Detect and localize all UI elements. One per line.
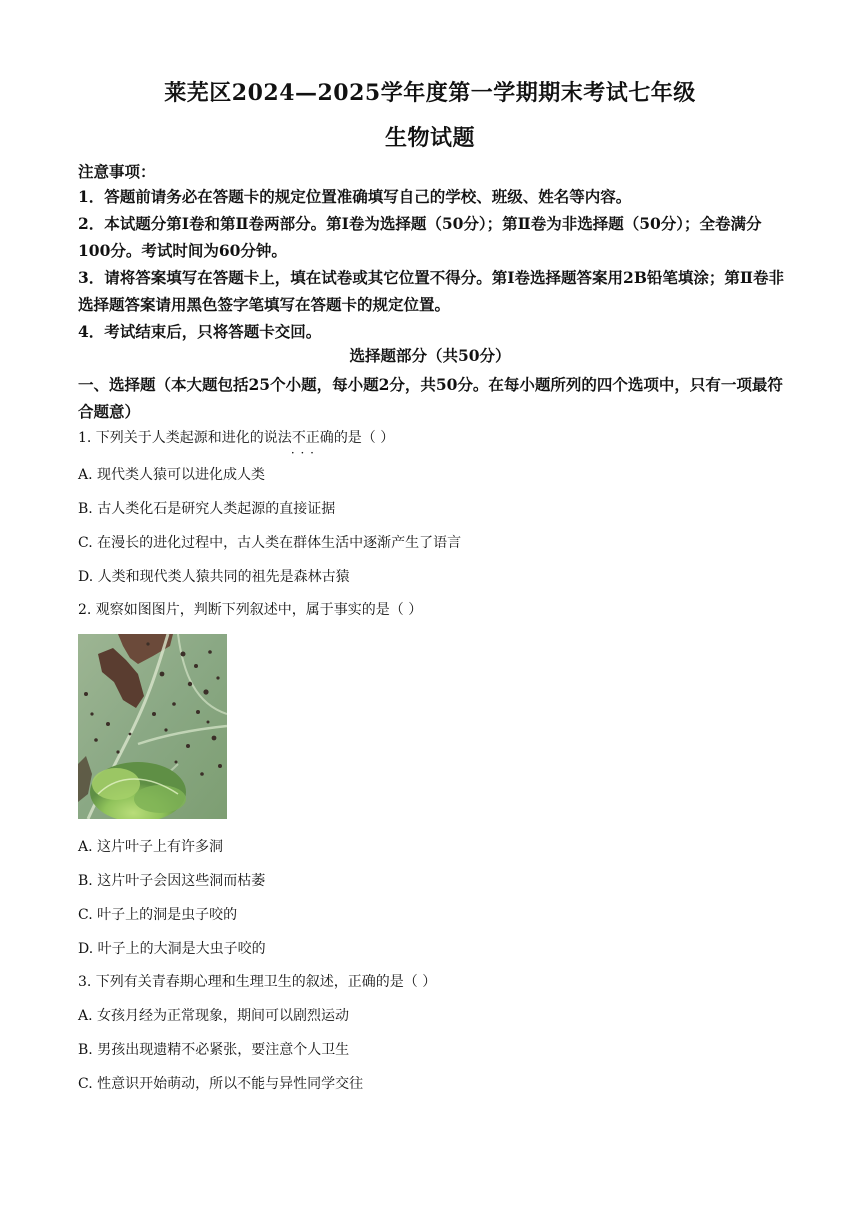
question-1-option-b: B. 古人类化石是研究人类起源的直接证据 [78, 501, 336, 517]
question-3-option-b: B. 男孩出现遗精不必紧张，要注意个人卫生 [78, 1042, 350, 1058]
note-item-2: 2．本试题分第Ⅰ卷和第Ⅱ卷两部分。第Ⅰ卷为选择题（50分）；第Ⅱ卷为非选择题（50分）；全卷满分100分。考试时间为60分钟。 [78, 214, 762, 260]
notes-heading: 注意事项： [78, 162, 156, 181]
note-item-4: 4．考试结束后，只将答题卡交回。 [78, 322, 322, 341]
question-1-stem [78, 428, 394, 448]
question-2-stem: 2. 观察如图图片，判断下列叙述中，属于事实的是（ ） [78, 602, 423, 618]
part-heading: 一、选择题（本大题包括25个小题，每小题2分，共50分。在每小题所列的四个选项中，只有一项最符合题意） [78, 375, 783, 421]
question-1-option-a: A. 现代类人猿可以进化成人类 [78, 467, 266, 483]
exam-title: 莱芜区2024—2025学年度第一学期期末考试七年级 [164, 80, 696, 106]
question-2-option-d: D. 叶子上的大洞是大虫子咬的 [78, 941, 266, 957]
leaf-photo [78, 634, 227, 819]
note-item-1: 1．答题前请务必在答题卡的规定位置准确填写自己的学校、班级、姓名等内容。 [78, 187, 632, 206]
question-3-stem: 3. 下列有关青春期心理和生理卫生的叙述，正确的是（ ） [78, 974, 437, 990]
question-1-emphasis: 不正确 · · · [292, 430, 334, 446]
question-2-option-b: B. 这片叶子会因这些洞而枯萎 [78, 873, 266, 889]
exam-subject: 生物试题 [384, 125, 475, 151]
question-1-stem-before: 1. 下列关于人类起源和进化的说法 [78, 430, 292, 446]
question-3-option-c: C. 性意识开始萌动，所以不能与异性同学交往 [78, 1076, 364, 1092]
question-3-option-a: A. 女孩月经为正常现象，期间可以剧烈运动 [78, 1008, 350, 1024]
question-1-stem-after: 的是（ ） [333, 430, 395, 446]
section-title: 选择题部分（共50分） [349, 346, 511, 365]
question-1-option-d: D. 人类和现代类人猿共同的祖先是森林古猿 [78, 569, 350, 585]
question-2-option-c: C. 叶子上的洞是虫子咬的 [78, 907, 238, 923]
question-2-option-a: A. 这片叶子上有许多洞 [78, 839, 224, 855]
note-item-3: 3．请将答案填写在答题卡上，填在试卷或其它位置不得分。第Ⅰ卷选择题答案用2B铅笔填涂；第Ⅱ卷非选择题答案请用黑色签字笔填写在答题卡的规定位置。 [78, 268, 784, 314]
question-1-option-c: C. 在漫长的进化过程中，古人类在群体生活中逐渐产生了语言 [78, 535, 462, 551]
